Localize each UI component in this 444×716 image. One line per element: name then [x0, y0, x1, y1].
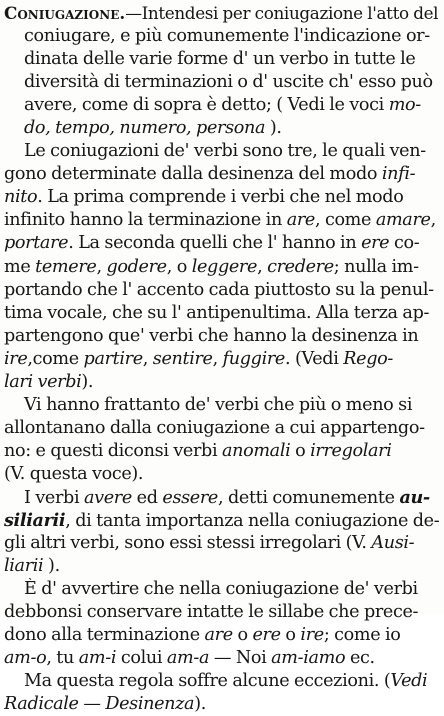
text-run: gono determinate dalla desinenza del modo [4, 164, 382, 185]
text-run: ). [81, 371, 94, 392]
text-run: , [430, 210, 436, 231]
italic-term: am-a [166, 648, 210, 669]
text-line [4, 693, 440, 716]
italic-term: am-o [4, 648, 47, 669]
text-run: gli altri verbi, sono essi stessi irregolari (V. [4, 533, 372, 554]
text-run: , tu [46, 648, 79, 669]
italic-term: anomali [221, 440, 291, 461]
text-run: colui [116, 648, 167, 669]
italic-term: fuggire [222, 348, 285, 369]
text-line [4, 71, 440, 94]
text-run: —Intendesi per coniugazione l'atto del [125, 3, 439, 23]
text-line [4, 140, 440, 163]
text-run: . La prima comprende i verbi che nel modo [37, 187, 404, 208]
text-line [4, 509, 440, 532]
text-run: debbonsi conservare intatte le sillabe che prece- [4, 602, 419, 623]
italic-term: credere [267, 256, 334, 277]
text-line [4, 2, 440, 25]
text-line [4, 209, 440, 232]
text-line [4, 279, 440, 302]
text-run: avere, come di sopra è detto; ( Vedi le voci [24, 95, 389, 116]
italic-term: nito [4, 187, 38, 208]
italic-term: am-iamo [271, 648, 346, 669]
text-run: , come [314, 210, 376, 231]
text-line [4, 555, 440, 578]
text-line [4, 463, 440, 486]
text-line [4, 163, 440, 186]
italic-term: partire [83, 348, 143, 369]
text-line [4, 440, 440, 463]
text-run: o [290, 440, 311, 461]
italic-term: mo- [388, 95, 421, 116]
text-run: ; nulla im- [333, 256, 419, 277]
text-run: — Noi [209, 648, 272, 669]
text-line [4, 232, 440, 255]
text-run: . La seconda quelli che l' hanno in [68, 233, 362, 254]
italic-term: irregolari [310, 440, 392, 461]
italic-term: infi- [381, 164, 416, 185]
text-line [4, 417, 440, 440]
italic-term: godere [106, 256, 167, 277]
text-run: co- [389, 233, 420, 254]
text-run: o [232, 625, 253, 646]
text-run: ,come [27, 348, 84, 369]
text-run: tima vocale, che su l' antipenultima. Alla terza ap- [4, 302, 430, 323]
text-line [4, 578, 440, 601]
text-run: , o [166, 256, 192, 277]
text-run: no: e questi diconsi verbi [4, 440, 222, 461]
text-run: dono alla terminazione [4, 625, 205, 646]
text-run: ). [265, 118, 282, 139]
text-line [4, 624, 440, 647]
italic-term: Ausi- [371, 533, 415, 554]
text-line [4, 117, 440, 140]
italic-term: are [286, 210, 315, 231]
text-run: infinito hanno la terminazione in [4, 210, 287, 231]
text-run: o [280, 625, 301, 646]
text-line [4, 532, 440, 555]
italic-term: ere [252, 625, 281, 646]
text-line [4, 670, 440, 693]
text-run: . (Vedi [285, 348, 344, 369]
text-line [4, 486, 440, 509]
text-run: , detti comunemente [218, 487, 400, 508]
text-run: , [257, 256, 268, 277]
italic-term: avere [84, 487, 132, 508]
italic-term: Vedi [390, 671, 428, 692]
text-run: partengono que' verbi che hanno la desinenza in [4, 325, 419, 346]
text-run: ; come io [323, 625, 401, 646]
italic-term: am-i [78, 648, 117, 669]
text-run: , di tanta importanza nella coniugazione de- [65, 511, 440, 532]
text-run: me [4, 256, 36, 277]
text-line [4, 256, 440, 279]
headword: Coniugazione. [4, 3, 126, 23]
italic-term: amare [375, 210, 431, 231]
italic-term: ere [361, 233, 390, 254]
text-line [4, 601, 440, 624]
text-line [4, 325, 440, 348]
italic-term: sentire [152, 348, 213, 369]
italic-term: essere [162, 487, 218, 508]
text-run: ). [194, 694, 206, 715]
text-run: allontanano dalla coniugazione a cui appartengo- [4, 417, 425, 438]
text-run: dinata delle varie forme d' un verbo in tutte le [24, 49, 416, 70]
italic-term: liarii [4, 556, 44, 577]
text-line [4, 48, 440, 71]
text-run: , [142, 348, 153, 369]
text-line [4, 94, 440, 117]
text-line [4, 186, 440, 209]
italic-term: ire [4, 348, 28, 369]
text-line [4, 394, 440, 417]
text-run: , [96, 256, 107, 277]
text-run: Vi hanno frattanto de' verbi che più o meno si [24, 394, 413, 415]
text-line [4, 25, 440, 48]
italic-term: portare [4, 233, 69, 254]
text-line [4, 348, 440, 371]
italic-term: Radicale — Desinenza [4, 694, 195, 715]
text-run: coniugare, e più comunemente l'indicazione or- [24, 26, 430, 47]
text-run: I verbi [24, 487, 84, 508]
bold-italic-term: au- [399, 486, 430, 508]
text-run: portando che l' accento cada piuttosto su la penul- [4, 279, 434, 300]
text-line [4, 302, 440, 325]
italic-term: do, tempo, numero, persona [24, 118, 266, 139]
text-run: Le coniugazioni de' verbi sono tre, le quali ven- [24, 141, 426, 162]
text-run: diversità di terminazioni o d' uscite ch' esso può [24, 72, 433, 93]
text-run: , [212, 348, 223, 369]
italic-term: temere [35, 256, 97, 277]
text-run: È d' avvertire che nella coniugazione de' verbi [24, 579, 418, 600]
bold-italic-term: siliarii [4, 510, 66, 532]
text-run: Ma questa regola soffre alcune eccezioni. ( [24, 671, 391, 692]
italic-term: are [204, 625, 233, 646]
text-line [4, 371, 440, 394]
italic-term: leggere [191, 256, 258, 277]
text-line [4, 647, 440, 670]
text-run: ed [131, 487, 163, 508]
text-run: ). [43, 556, 60, 577]
italic-term: Rego- [343, 348, 393, 369]
text-run: ec. [345, 648, 375, 669]
text-run: (V. questa voce). [4, 463, 144, 484]
italic-term: ire [300, 625, 324, 646]
italic-term: lari verbi [4, 371, 82, 392]
entry-body [4, 2, 440, 716]
